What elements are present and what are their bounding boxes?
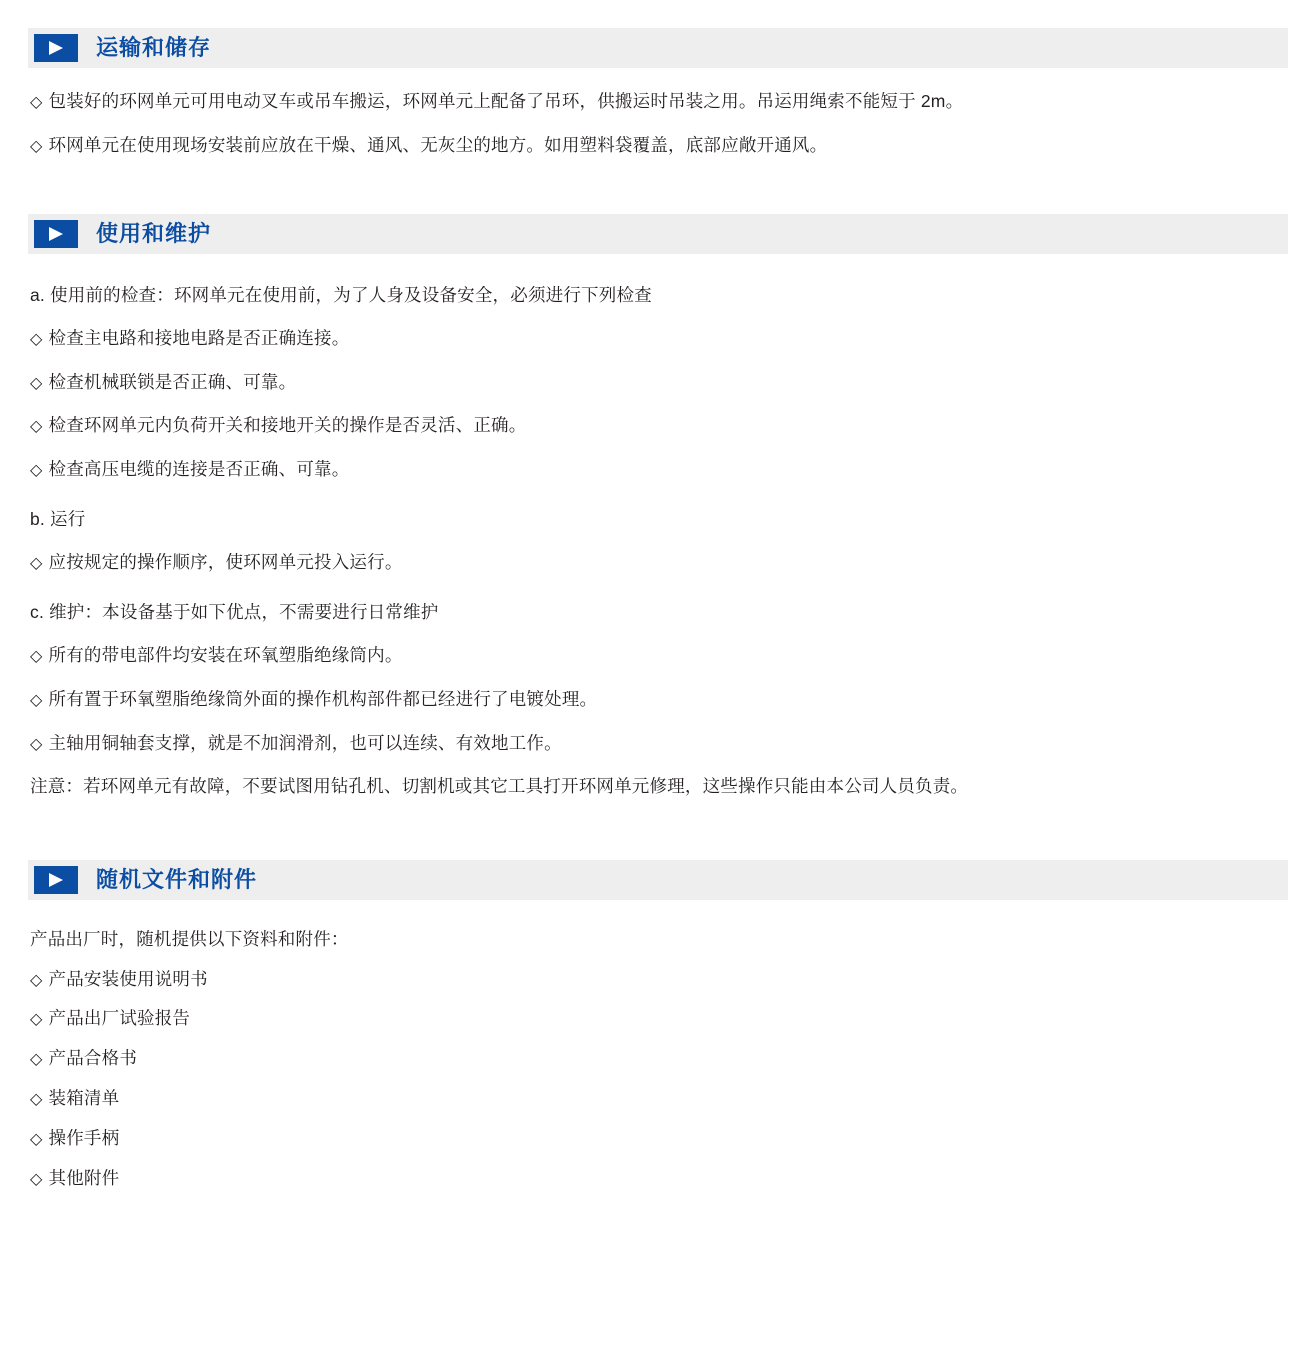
paragraph (30, 124, 1286, 168)
section-transport-storage (28, 28, 1288, 168)
paragraph (30, 722, 1286, 766)
diamond-bullet: ◇ (30, 1130, 43, 1148)
section-header (28, 214, 1288, 254)
paragraph-note (30, 765, 1286, 808)
paragraph-text: 所有的带电部件均安装在环氧塑脂绝缘筒内。 (48, 644, 403, 665)
paragraph-text: 环网单元在使用现场安装前应放在干燥、通风、无灰尘的地方。如用塑料袋覆盖，底部应敞开通风。 (48, 134, 828, 155)
paragraph-text: 应按规定的操作顺序，使环网单元投入运行。 (48, 552, 403, 573)
diamond-bullet: ◇ (30, 330, 43, 348)
diamond-bullet: ◇ (30, 137, 43, 155)
paragraph (30, 361, 1286, 405)
list-item (30, 1119, 1286, 1159)
paragraph-text: a. 使用前的检查：环网单元在使用前，为了人身及设备安全，必须进行下列检查 (30, 284, 652, 305)
paragraph-text: 检查高压电缆的连接是否正确、可靠。 (48, 459, 350, 480)
diamond-bullet: ◇ (30, 555, 43, 573)
paragraph-text: 所有置于环氧塑脂绝缘筒外面的操作机构部件都已经进行了电镀处理。 (48, 688, 598, 709)
diamond-bullet: ◇ (30, 647, 43, 665)
section-body (28, 74, 1288, 168)
section-title: 运输和储存 (96, 35, 212, 60)
list-item (30, 1039, 1286, 1079)
list-item-text: 装箱清单 (48, 1087, 120, 1108)
section-header (28, 28, 1288, 68)
paragraph (30, 920, 1286, 959)
list-item (30, 999, 1286, 1039)
paragraph (30, 541, 1286, 585)
play-triangle-icon (34, 220, 78, 248)
diamond-bullet: ◇ (30, 1051, 43, 1069)
paragraph-text: 检查环网单元内负荷开关和接地开关的操作是否灵活、正确。 (48, 415, 527, 436)
list-item (30, 960, 1286, 1000)
paragraph (30, 404, 1286, 448)
section-use-maintenance (28, 214, 1288, 809)
paragraph-text: 注意：若环网单元有故障，不要试图用钻孔机、切割机或其它工具打开环网单元修理，这些操作只能由本公司人员负责。 (30, 776, 969, 797)
paragraph (30, 591, 1286, 634)
diamond-bullet: ◇ (30, 462, 43, 480)
paragraph-text: 包装好的环网单元可用电动叉车或吊车搬运，环网单元上配备了吊环，供搬运时吊装之用。吊运用绳索不能短于 2m。 (48, 91, 964, 111)
section-header (28, 860, 1288, 900)
section-body (28, 906, 1288, 1198)
section-title: 使用和维护 (96, 220, 212, 246)
diamond-bullet: ◇ (30, 1170, 43, 1188)
list-item-text: 其他附件 (48, 1167, 120, 1188)
list-item-text: 产品安装使用说明书 (48, 968, 208, 989)
paragraph-text: c. 维护：本设备基于如下优点，不需要进行日常维护 (30, 601, 439, 622)
section-title: 随机文件和附件 (96, 867, 258, 893)
paragraph (30, 678, 1286, 722)
paragraph-text: b. 运行 (30, 508, 86, 529)
paragraph (30, 274, 1286, 317)
paragraph-text: 产品出厂时，随机提供以下资料和附件： (30, 929, 349, 950)
play-triangle-icon (34, 34, 78, 62)
play-triangle-icon (34, 866, 78, 894)
paragraph-text: 主轴用铜轴套支撑，就是不加润滑剂，也可以连续、有效地工作。 (48, 732, 562, 753)
list-item-text: 操作手柄 (48, 1127, 120, 1148)
section-body (28, 260, 1288, 809)
diamond-bullet: ◇ (30, 1011, 43, 1029)
paragraph (30, 317, 1286, 361)
list-item (30, 1079, 1286, 1119)
diamond-bullet: ◇ (30, 971, 43, 989)
paragraph (30, 448, 1286, 492)
paragraph (30, 498, 1286, 541)
diamond-bullet: ◇ (30, 735, 43, 753)
diamond-bullet: ◇ (30, 94, 43, 111)
document-page (0, 28, 1316, 1198)
paragraph (30, 80, 1286, 124)
list-item-text: 产品出厂试验报告 (48, 1008, 191, 1029)
list-item (30, 1159, 1286, 1199)
diamond-bullet: ◇ (30, 418, 43, 436)
paragraph-text: 检查主电路和接地电路是否正确连接。 (48, 327, 350, 348)
paragraph-text: 检查机械联锁是否正确、可靠。 (48, 371, 297, 392)
diamond-bullet: ◇ (30, 374, 43, 392)
diamond-bullet: ◇ (30, 691, 43, 709)
list-item-text: 产品合格书 (48, 1048, 138, 1069)
paragraph (30, 634, 1286, 678)
diamond-bullet: ◇ (30, 1090, 43, 1108)
section-documents-accessories (28, 860, 1288, 1198)
